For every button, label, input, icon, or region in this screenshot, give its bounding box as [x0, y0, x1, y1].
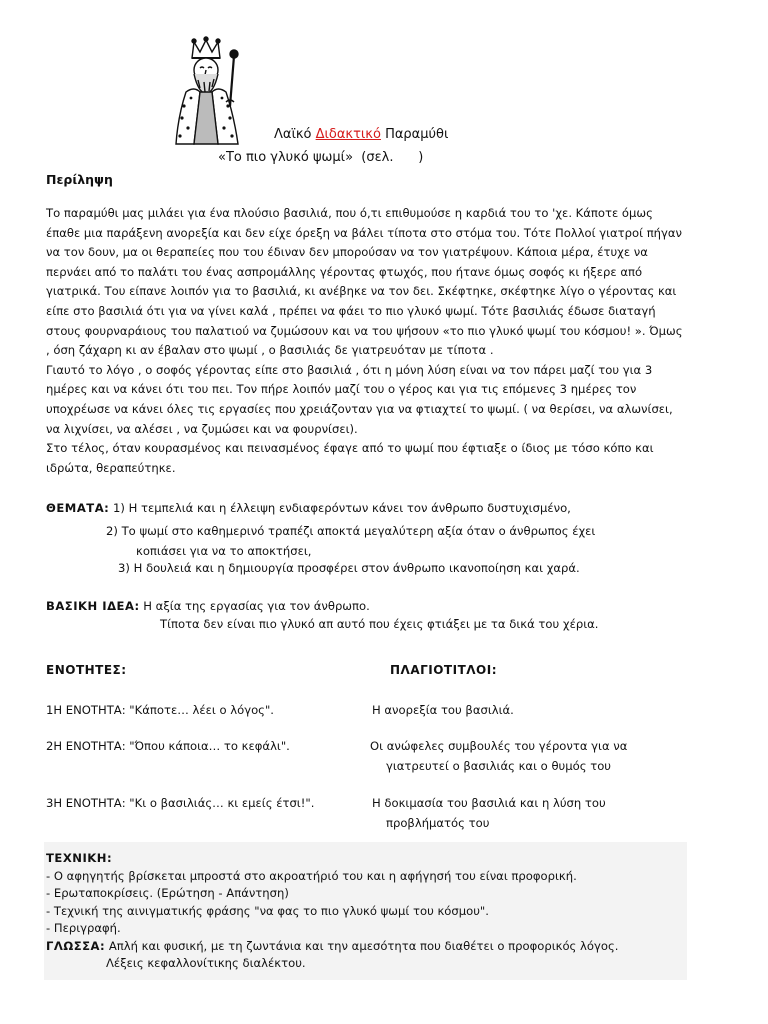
language-line-1	[46, 938, 696, 956]
idea-text-1: Η αξία της εργασίας για τον άνθρωπο.	[139, 599, 370, 613]
summary-paragraph-2: Γιαυτό το λόγο , ο σοφός γέροντας είπε στο βασιλιά , ότι η μόνη λύση είναι να τον πάρει μαζί του για 3 ημέρες και να κάνει ότι του πει. Τον πήρε λοιπόν μαζί του ο γέρος και για τις επόμενες 3 ημέρες τον υποχρέωσε να κάνει όλες τις εργασίες που χρειάζονταν για να φτιαχτεί το ψωμί. ( να θερίσει, να αλωνίσει, να λιχνίσει, να αλέσει , να ζυμώσει και να φουρνίσει).	[46, 362, 673, 436]
summary-body	[46, 204, 686, 478]
technique-item-3: - Τεχνική της αινιγματικής φράσης "να φας το πιο γλυκό ψωμί του κόσμου".	[46, 903, 489, 918]
section-2: 2Η ΕΝΟΤΗΤΑ: "Όπου κάποια… το κεφάλι".	[46, 739, 290, 753]
section-3: 3Η ΕΝΟΤΗΤΑ: "Κι ο βασιλιάς… κι εμείς έτσι!".	[46, 796, 315, 810]
sections-header: ΕΝΟΤΗΤΕΣ:	[46, 663, 127, 677]
themes-label: ΘΕΜΑΤΑ:	[46, 501, 110, 515]
idea-text-2: Τίποτα δεν είναι πιο γλυκό απ αυτό που έχεις φτιάξει με τα δικά του χέρια.	[160, 617, 599, 631]
title-post: Παραμύθι	[380, 127, 449, 142]
language-label: ΓΛΩΣΣΑ:	[46, 938, 106, 953]
summary-paragraph-1: Το παραμύθι μας μιλάει για ένα πλούσιο βασιλιά, που ό,τι επιθυμούσε η καρδιά του το 'χε. Κάποτε όμως έπαθε μια παράξενη ανορεξία και δεν είχε όρεξη να βάλει τίποτα στο στόμα του. Τότε Πολλοί γιατροί πήγαν να τον δουν, μα οι θεραπείες που του έδιναν δεν μπορούσαν να τον γιατρέψουν. Κάποια μέρα, έτυχε να περνάει από το παλάτι του ένας ασπρομάλλης γέροντας φτωχός, που ήτανε όμως σοφός κι ήξερε από γιατρικά. Του είπανε λοιπόν για το βασιλιά, κι ανέβηκε να τον δει. Σκέφτηκε, σκέφτηκε λίγο ο γέροντας και είπε στο βασιλιά ότι για να γίνει καλά , πρέπει να φάει το πιο γλυκό ψωμί. Τότε βασιλιάς έδωσε διαταγή στους φουρναράιους του παλατιού να ζυμώσουν και να του ψήσουν «το πιο γλυκό ψωμί του κόσμου! ». Όμως , όση ζάχαρη κι αν έβαλαν στο ψωμί , ο βασιλιάς δε γιατρευόταν με τίποτα .	[46, 206, 683, 358]
document-title	[274, 127, 448, 142]
idea-line-1	[46, 599, 370, 613]
language-text-1: Απλή και φυσική, με τη ζωντάνια και την αμεσότητα που διαθέτει ο προφορικός λόγος.	[105, 938, 619, 953]
theme-item-1: 1) Η τεμπελιά και η έλλειψη ενδιαφερόντων κάνει τον άνθρωπο δυστυχισμένο,	[109, 501, 571, 515]
theme-item-2a: 2) Το ψωμί στο καθημερινό τραπέζι αποκτά μεγαλύτερη αξία όταν ο άνθρωπος έχει	[106, 524, 596, 538]
king-illustration	[164, 36, 250, 146]
technique-item-4: - Περιγραφή.	[46, 921, 121, 935]
document-subtitle: «Το πιο γλυκό ψωμί» (σελ. )	[218, 150, 424, 165]
title-pre: Λαϊκό	[274, 127, 316, 142]
summary-paragraph-3: Στο τέλος, όταν κουρασμένος και πεινασμένος έφαγε από το ψωμί που έφτιαξε ο ίδιος με τόσο κόπο και ιδρώτα, θεραπεύτηκε.	[46, 441, 654, 475]
themes-line-1	[46, 501, 571, 515]
subtitles-header: ΠΛΑΓΙΟΤΙΤΛΟΙ:	[390, 663, 498, 677]
title-highlight: Διδακτικό	[315, 127, 381, 142]
section-1: 1Η ΕΝΟΤΗΤΑ: "Κάποτε… λέει ο λόγος".	[46, 703, 274, 717]
section-2-subtitle-1: Οι ανώφελες συμβουλές του γέροντα για να	[370, 739, 628, 753]
section-3-subtitle-1: Η δοκιμασία του βασιλιά και η λύση του	[372, 796, 606, 810]
technique-block	[46, 850, 696, 973]
idea-label: ΒΑΣΙΚΗ ΙΔΕΑ:	[46, 599, 140, 613]
language-text-2: Λέξεις κεφαλλονίτικης διαλέκτου.	[106, 956, 306, 970]
technique-heading: ΤΕΧΝΙΚΗ:	[46, 851, 113, 865]
theme-item-2b: κοπιάσει για να το αποκτήσει,	[136, 544, 312, 558]
summary-heading: Περίληψη	[46, 172, 113, 187]
technique-item-1: - Ο αφηγητής βρίσκεται μπροστά στο ακροατήριό του και η αφήγησή του είναι προφορική.	[46, 868, 577, 883]
technique-item-2: - Ερωταποκρίσεις. (Ερώτηση - Απάντηση)	[46, 886, 289, 900]
section-1-subtitle: Η ανορεξία του βασιλιά.	[372, 703, 514, 717]
section-2-subtitle-2: γιατρευτεί ο βασιλιάς και ο θυμός του	[386, 759, 612, 773]
theme-item-3: 3) Η δουλειά και η δημιουργία προσφέρει στον άνθρωπο ικανοποίηση και χαρά.	[118, 561, 580, 575]
section-3-subtitle-2: προβλήματός του	[386, 816, 490, 830]
